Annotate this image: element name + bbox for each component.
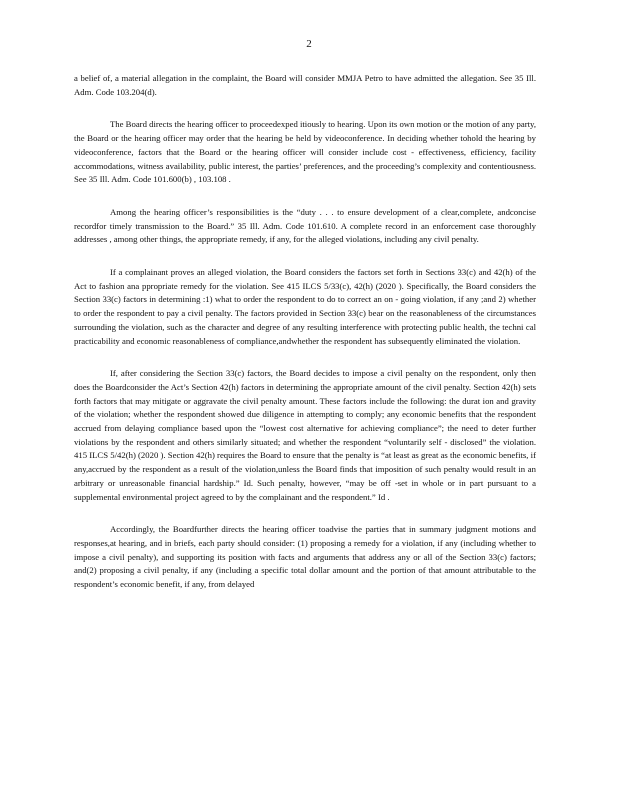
- paragraph-continued: a belief of, a material allegation in the complaint, the Board will consider MMJA Petro to have admitted the allegation. See 35 Ill. Adm. Code 103.204(d).: [74, 73, 536, 97]
- paragraph-section-33c: If a complainant proves an alleged violation, the Board considers the factors set forth in Sections 33(c) and 42(h) of the Act to fashion ana ppropriate remedy for the violation. See 415 ILCS 5/33(c), 42(h) (2020 ). Specifically, the Board considers the Section 33(c) factors in determining :1) what to order the respondent to do to correct an on - going violation, if any ;and 2) whether to order the respondent to pay a civil penalty. The factors provided in Section 33(c) bear on the reasonableness of the circumstances surrounding the violation, such as the character and degree of any resulting interference with protecting public health, the techni cal practicability and economic reasonableness of compliance,andwhether the respondent has subsequently eliminated the violation.: [74, 267, 536, 346]
- paragraph-hearing-officer-duties: Among the hearing officer’s responsibilities is the “duty . . . to ensure development of a clear,complete, andconcise recordfor timely transmission to the Board.” 35 Ill. Adm. Code 101.610. A complete record in an enforcement case thoroughly addresses , among other things, the appropriate remedy, if any, for the alleged violations, including any civil penalty.: [74, 206, 536, 245]
- document-body: [74, 72, 536, 592]
- paragraph-accordingly: Accordingly, the Boardfurther directs the hearing officer toadvise the parties that in summary judgment motions and responses,at hearing, and in briefs, each party should consider: (1) proposing a remedy for a violation, if any (including whether to impose a civil penalty), and supporting its position with facts and arguments that address any or all of the Section 33(c) factors; and(2) proposing a civil penalty, if any (including a specific total dollar amount and the portion of that amount attributable to the respondent’s economic benefit, if any, from delayed: [74, 524, 536, 590]
- page-number: 2: [306, 38, 312, 50]
- paragraph-hearing-direction: The Board directs the hearing officer to proceedexped itiously to hearing. Upon its own motion or the motion of any party, the Board or the hearing officer may order that the hearing be held by videoconference. In deciding whether tohold the hearing by videoconference, factors that the Board or the hearing officer will consider include cost - effectiveness, efficiency, facility accommodations, witness availability, public interest, the parties’ preferences, and the proceeding’s complexity and contentiousness. See 35 Ill. Adm. Code 101.600(b) , 103.108 .: [74, 119, 536, 185]
- paragraph-section-42h: If, after considering the Section 33(c) factors, the Board decides to impose a civil penalty on the respondent, only then does the Boardconsider the Act’s Section 42(h) factors in determining the appropriate amount of the civil penalty. Section 42(h) sets forth factors that may mitigate or aggravate the civil penalty amount. These factors include the following: the durat ion and gravity of the violation; whether the respondent showed due diligence in attempting to comply; any economic benefits that the respondent accrued from delaying compliance based upon the “lowest cost alternative for achieving compliance”; the need to deter further violations by the respondent and others similarly situated; and whether the respondent “voluntarily self - disclosed” the violation. 415 ILCS 5/42(h) (2020 ). Section 42(h) requires the Board to ensure that the penalty is “at least as great as the economic benefits, if any,accrued by the respondent as a result of the violation,unless the Board finds that imposition of such penalty would result in an arbitrary or unreasonable financial hardship.” Id. Such penalty, however, “may be off -set in whole or in part pursuant to a supplemental environmental project agreed to by the complainant and the respondent.” Id .: [74, 368, 536, 502]
